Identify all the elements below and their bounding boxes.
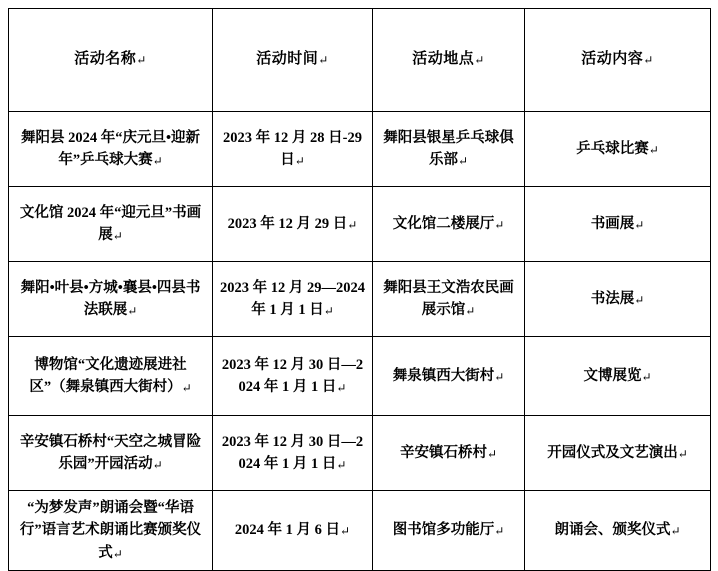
cell-activity-time: [213, 262, 373, 337]
pilcrow-mark: ↵: [641, 369, 652, 384]
cell-activity-name-text: “为梦发声”朗诵会暨“华语行”语言艺术朗诵比赛颁奖仪式: [19, 500, 202, 561]
cell-activity-name-text: 文化馆 2024 年“迎元旦”书画展: [19, 204, 202, 243]
pilcrow-mark: ↵: [486, 446, 498, 461]
cell-activity-name-text: 辛安镇石桥村“天空之城冒险乐园”开园活动: [19, 433, 202, 472]
cell-activity-place-text: 文化馆二楼展厅: [392, 215, 495, 232]
cell-activity-place: [373, 187, 525, 262]
cell-activity-content: [525, 491, 711, 571]
cell-activity-name: [9, 262, 213, 337]
activity-schedule-table: [8, 8, 711, 571]
cell-activity-time: [213, 416, 373, 491]
cell-activity-place: [373, 491, 525, 571]
pilcrow-mark: ↵: [294, 154, 305, 168]
cell-activity-content-text: 书法展: [590, 290, 635, 307]
table-row: [9, 262, 711, 337]
pilcrow-mark: ↵: [634, 217, 645, 232]
table-body: [9, 112, 711, 571]
cell-activity-name: [9, 416, 213, 491]
column-header-activity-content: [525, 9, 711, 112]
pilcrow-mark: ↵: [181, 381, 192, 395]
pilcrow-mark: ↵: [494, 217, 505, 232]
column-header-activity-content-label: 活动内容: [581, 51, 644, 68]
cell-activity-content-text: 书画展: [590, 215, 635, 232]
cell-activity-time: [213, 337, 373, 416]
cell-activity-time-text: 2023 年 12 月 30 日—2024 年 1 月 1 日: [221, 433, 364, 472]
table-header: [9, 9, 711, 112]
cell-activity-name: [9, 491, 213, 571]
cell-activity-time-text: 2023 年 12 月 29 日: [227, 215, 348, 232]
column-header-activity-name-label: 活动名称: [74, 51, 137, 68]
cell-activity-place: [373, 262, 525, 337]
table-row: [9, 112, 711, 187]
pilcrow-mark: ↵: [112, 546, 123, 561]
pilcrow-mark: ↵: [474, 53, 485, 68]
column-header-activity-place: [373, 9, 525, 112]
cell-activity-time-text: 2023 年 12 月 30 日—2024 年 1 月 1 日: [221, 356, 364, 395]
cell-activity-content: [525, 416, 711, 491]
cell-activity-name: [9, 187, 213, 262]
table-header-row: [9, 9, 711, 112]
column-header-activity-name: [9, 9, 213, 112]
pilcrow-mark: ↵: [634, 292, 645, 307]
cell-activity-name-text: 博物馆“文化遗迹展进社区”（舞泉镇西大街村）: [29, 356, 187, 395]
cell-activity-place: [373, 416, 525, 491]
cell-activity-name: [9, 337, 213, 416]
pilcrow-mark: ↵: [318, 53, 329, 68]
table-row: [9, 337, 711, 416]
pilcrow-mark: ↵: [127, 304, 138, 318]
cell-activity-place: [373, 112, 525, 187]
pilcrow-mark: ↵: [670, 524, 681, 539]
cell-activity-time: [213, 112, 373, 187]
table-row: [9, 187, 711, 262]
cell-activity-time: [213, 491, 373, 571]
cell-activity-content-text: 文博展览: [583, 367, 642, 384]
pilcrow-mark: ↵: [643, 53, 654, 68]
cell-activity-place-text: 舞阳县王文浩农民画展示馆: [383, 279, 514, 318]
pilcrow-mark: ↵: [465, 304, 476, 318]
table-row: [9, 416, 711, 491]
column-header-activity-time-label: 活动时间: [256, 51, 319, 68]
pilcrow-mark: ↵: [336, 381, 347, 395]
pilcrow-mark: ↵: [152, 458, 163, 472]
pilcrow-mark: ↵: [457, 154, 469, 168]
cell-activity-place: [373, 337, 525, 416]
cell-activity-content: [525, 187, 711, 262]
column-header-activity-time: [213, 9, 373, 112]
cell-activity-time-text: 2023 年 12 月 29—2024 年 1 月 1 日: [220, 279, 365, 318]
cell-activity-place-text: 舞阳县银星乒乓球俱乐部: [383, 129, 514, 168]
pilcrow-mark: ↵: [648, 142, 659, 157]
cell-activity-name-text: 舞阳县 2024 年“庆元旦•迎新年”乒乓球大赛: [20, 129, 201, 168]
cell-activity-place-text: 舞泉镇西大街村: [392, 367, 495, 384]
pilcrow-mark: ↵: [336, 458, 347, 472]
cell-activity-content-text: 开园仪式及文艺演出: [547, 444, 678, 461]
pilcrow-mark: ↵: [677, 446, 688, 461]
cell-activity-time-text: 2024 年 1 月 6 日: [234, 522, 341, 539]
pilcrow-mark: ↵: [340, 524, 351, 539]
cell-activity-content: [525, 262, 711, 337]
cell-activity-place-text: 图书馆多功能厅: [392, 522, 495, 539]
pilcrow-mark: ↵: [323, 304, 334, 318]
cell-activity-name-text: 舞阳•叶县•方城•襄县•四县书法联展: [20, 279, 201, 318]
cell-activity-content: [525, 337, 711, 416]
cell-activity-time: [213, 187, 373, 262]
cell-activity-name: [9, 112, 213, 187]
pilcrow-mark: ↵: [494, 524, 505, 539]
pilcrow-mark: ↵: [347, 217, 358, 232]
pilcrow-mark: ↵: [112, 229, 123, 243]
cell-activity-content: [525, 112, 711, 187]
pilcrow-mark: ↵: [494, 369, 505, 384]
cell-activity-content-text: 朗诵会、颁奖仪式: [554, 522, 671, 539]
pilcrow-mark: ↵: [152, 154, 163, 168]
pilcrow-mark: ↵: [136, 53, 147, 68]
table-row: [9, 491, 711, 571]
cell-activity-time-text: 2023 年 12 月 28 日-29 日: [223, 129, 362, 168]
column-header-activity-place-label: 活动地点: [412, 51, 475, 68]
cell-activity-place-text: 辛安镇石桥村: [399, 444, 487, 461]
cell-activity-content-text: 乒乓球比赛: [576, 140, 649, 157]
